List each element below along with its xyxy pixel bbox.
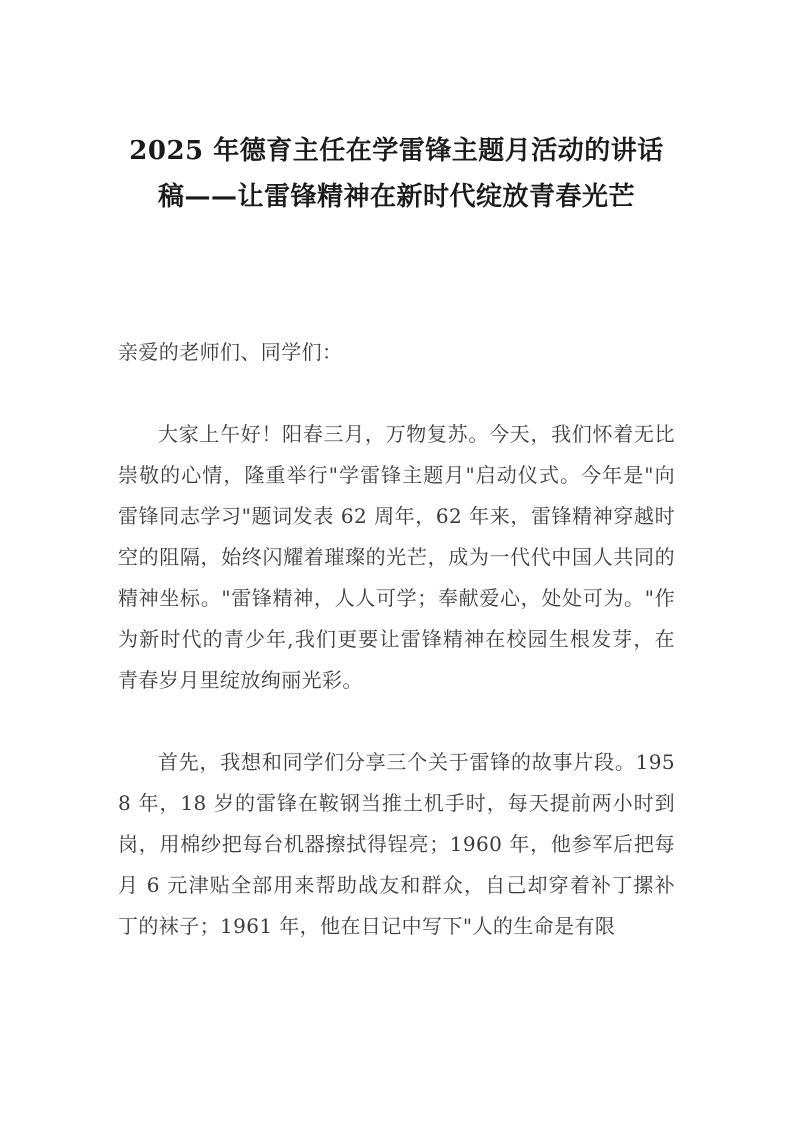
document-content [118, 0, 675, 1067]
salutation-line: 亲爱的老师们、同学们： [118, 340, 343, 364]
body-paragraph-2: 首先，我想和同学们分享三个关于雷锋的故事片段。1958 年，18 岁的雷锋在鞍钢当推土机手时，每天提前两小时到岗，用棉纱把每台机器擦拭得锃亮；1960 年，他参军后把每月 6 元津贴全部用来帮助战友和群众，自己却穿着补丁摞补丁的袜子；1961 年，他在日记中写下"人的生命是有限 [118, 750, 675, 938]
body-paragraph-1: 大家上午好！阳春三月，万物复苏。今天，我们怀着无比崇敬的心情，隆重举行"学雷锋主题月"启动仪式。今年是"向雷锋同志学习"题词发表 62 周年，62 年来，雷锋精神穿越时空的阻隔，始终闪耀着璀璨的光芒，成为一代代中国人共同的精神坐标。"雷锋精神，人人可学；奉献爱心，处处可为。"作为新时代的青少年,我们更要让雷锋精神在校园生根发芽，在青春岁月里绽放绚丽光彩。 [118, 422, 675, 692]
page-bottom-margin [118, 947, 675, 1067]
page-title: 2025 年德育主任在学雷锋主题月活动的讲话稿——让雷锋精神在新时代绽放青春光芒 [129, 136, 664, 212]
